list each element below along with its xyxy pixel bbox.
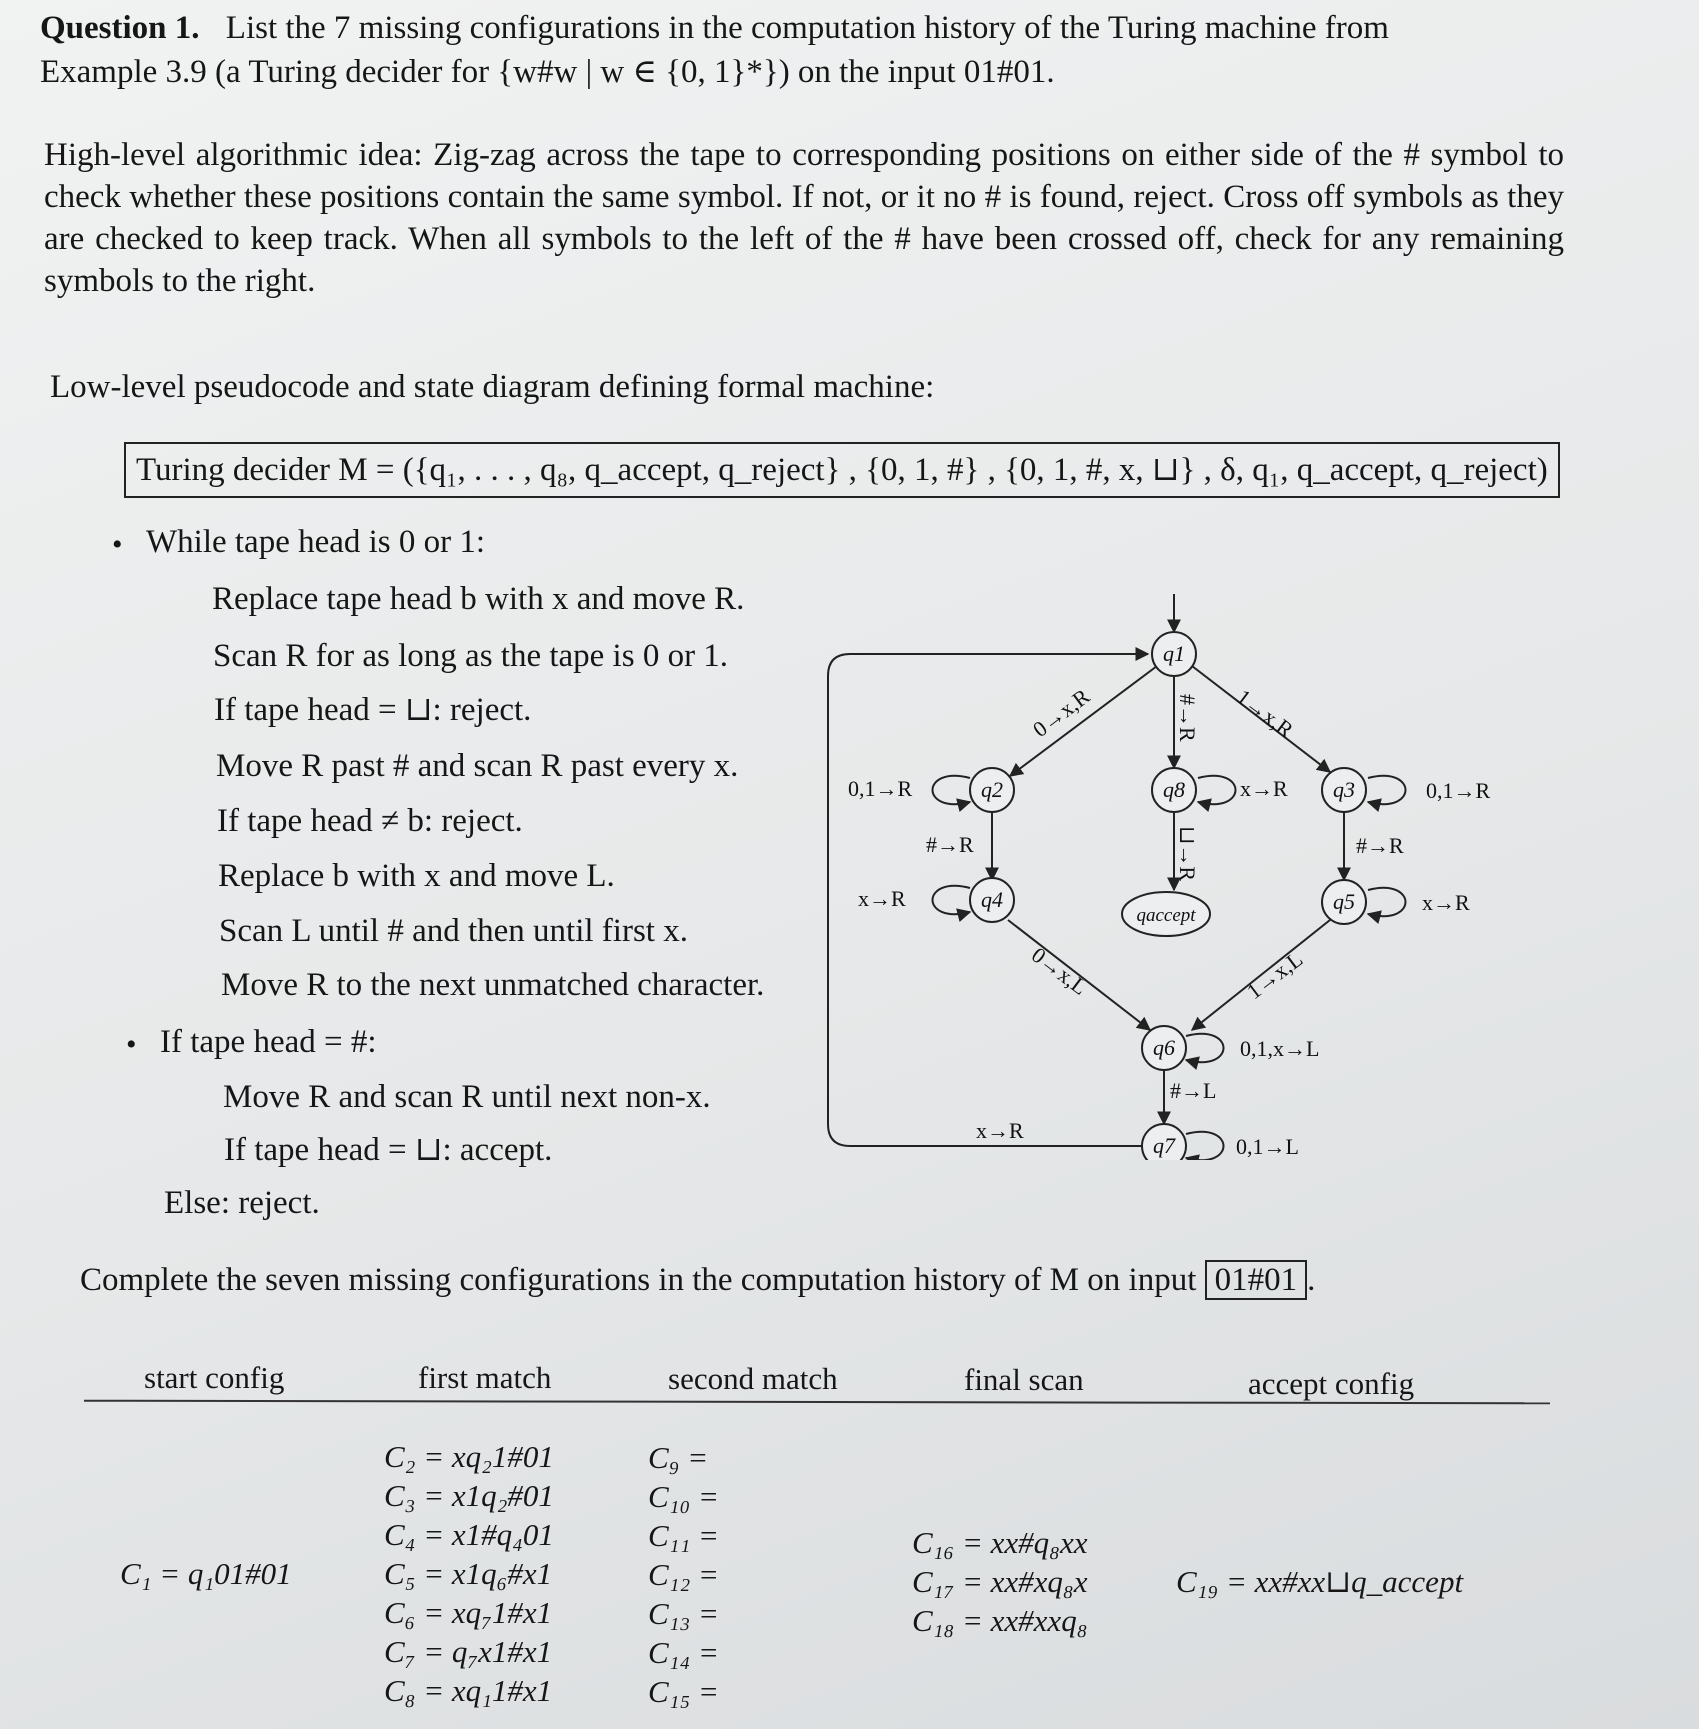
question-line-1: [40, 8, 1389, 48]
loop-q8: [1198, 776, 1236, 804]
complete-prompt-line: [80, 1260, 1315, 1300]
step-9: Move R and scan R until next non-x.: [223, 1079, 711, 1115]
step-6: Replace b with x and move L.: [218, 858, 615, 894]
cfg-accept: C₁₉ = xx#xx⊔q_accept: [1176, 1564, 1464, 1599]
step-8: Move R to the next unmatched character.: [221, 967, 765, 1003]
label-q2: q2: [981, 777, 1003, 802]
label-q5: q5: [1333, 889, 1355, 914]
label-qaccept: qaccept: [1136, 905, 1196, 926]
lowlevel-heading: Low-level pseudocode and state diagram defining formal machine:: [50, 369, 935, 405]
bullet-dot-2: •: [126, 1028, 137, 1061]
header-accept-config: accept config: [1248, 1366, 1415, 1401]
cfg-c10: C₁₀ =: [648, 1479, 719, 1514]
label-q7: q7: [1153, 1133, 1175, 1158]
loop-q2: [933, 776, 971, 804]
label-q1: q1: [1163, 641, 1185, 666]
cfg-second-match-column: [648, 1438, 719, 1711]
lbl-q1-q2: 0→x,R: [1027, 683, 1095, 742]
cfg-c18: C₁₈ = xx#xxq₈: [912, 1603, 1088, 1638]
lbl-q1-q3: 1→x,R: [1231, 684, 1299, 743]
label-q6: q6: [1153, 1035, 1175, 1060]
header-second-match: second match: [668, 1361, 838, 1396]
loop-q3: [1368, 776, 1406, 804]
prompt-period: .: [1307, 1262, 1316, 1298]
loop-q5: [1368, 888, 1406, 916]
lbl-q2-loop: 0,1→R: [848, 776, 913, 801]
else-reject: Else: reject.: [164, 1185, 320, 1221]
cfg-c2: C₂ = xq₂1#01: [384, 1439, 554, 1474]
header-final-scan: final scan: [964, 1362, 1084, 1397]
cfg-c16: C₁₆ = xx#q₈xx: [912, 1525, 1088, 1560]
bullet-dot-1: •: [112, 528, 123, 561]
label-q8: q8: [1163, 777, 1185, 802]
loop-q6: [1186, 1034, 1224, 1062]
cfg-c5: C₅ = x1q₆#x1: [384, 1556, 553, 1591]
lbl-q5-q6: 1→x,L: [1241, 946, 1308, 1004]
cfg-c3: C₃ = x1q₂#01: [384, 1478, 554, 1513]
lbl-q2-q4: #→R: [926, 832, 974, 857]
cfg-final-scan-column: [912, 1523, 1087, 1640]
step-10: If tape head = ⊔: accept.: [224, 1132, 553, 1168]
cfg-c8: C₈ = xq₁1#x1: [384, 1673, 553, 1708]
cfg-c13: C₁₃ =: [648, 1596, 719, 1631]
lbl-q6-loop: 0,1,x→L: [1240, 1036, 1320, 1061]
label-q4: q4: [981, 887, 1003, 912]
loop-q7: [1186, 1132, 1224, 1160]
step-3: If tape head = ⊔: reject.: [214, 692, 532, 728]
lbl-q3-loop: 0,1→R: [1426, 778, 1491, 803]
cfg-c17: C₁₇ = xx#xq₈x: [912, 1564, 1088, 1599]
lbl-q4-q6: 0→x,L: [1026, 942, 1093, 1000]
label-q3: q3: [1333, 777, 1355, 802]
lbl-q7-q1: x→R: [976, 1118, 1024, 1143]
cfg-start: C₁ = q₁01#01: [120, 1556, 292, 1591]
cfg-c4: C₄ = x1#q₄01: [384, 1517, 554, 1552]
question-label: Question 1.: [40, 10, 200, 46]
lbl-q8-acc: ⊔→R: [1175, 826, 1200, 882]
lbl-q7-loop: 0,1→L: [1236, 1134, 1299, 1159]
bullet-if-hash: If tape head = #:: [160, 1024, 377, 1060]
question-line-2: Example 3.9 (a Turing decider for {w#w | w ∈ {0, 1}*}) on the input 01#01.: [40, 54, 1055, 90]
cfg-first-match-column: [384, 1437, 554, 1710]
step-2: Scan R for as long as the tape is 0 or 1.: [213, 638, 729, 674]
header-start-config: start config: [144, 1360, 285, 1395]
lbl-q5-loop: x→R: [1422, 890, 1470, 915]
cfg-c12: C₁₂ =: [648, 1557, 719, 1592]
step-4: Move R past # and scan R past every x.: [216, 748, 739, 784]
lbl-q4-loop: x→R: [858, 886, 906, 911]
step-1: Replace tape head b with x and move R.: [212, 581, 745, 617]
input-box: 01#01: [1205, 1260, 1308, 1300]
decider-definition: Turing decider M = ({q₁, . . . , q₈, q_accept, q_reject} , {0, 1, #} , {0, 1, #, x, ⊔} , δ, q₁, q_accept, q_reject): [136, 452, 1548, 488]
lbl-q6-q7: #→L: [1170, 1078, 1217, 1103]
cfg-c7: C₇ = q₇x1#x1: [384, 1634, 553, 1669]
lbl-q1-q8: #→R: [1175, 694, 1200, 742]
complete-prompt: Complete the seven missing configurations in the computation history of M on input: [80, 1262, 1197, 1298]
cfg-c15: C₁₅ =: [648, 1674, 719, 1709]
cfg-c11: C₁₁ =: [648, 1518, 719, 1553]
cfg-c6: C₆ = xq₇1#x1: [384, 1595, 553, 1630]
state-diagram: [820, 590, 1520, 1160]
idea-paragraph: High-level algorithmic idea: Zig-zag across the tape to corresponding positions on either side of the # symbol to check whether these positions contain the same symbol. If not, or it no # is found, reject. Cross off symbols as they are checked to keep track. When all symbols to the left of the # have been crossed off, check for any remaining symbols to the right.: [44, 137, 1564, 299]
decider-definition-box: [124, 442, 1560, 498]
lbl-q3-q5: #→R: [1356, 833, 1404, 858]
bullet-while: While tape head is 0 or 1:: [146, 524, 486, 560]
step-7: Scan L until # and then until first x.: [219, 913, 688, 949]
step-5: If tape head ≠ b: reject.: [217, 803, 523, 839]
lbl-q8-loop: x→R: [1240, 776, 1288, 801]
cfg-c14: C₁₄ =: [648, 1635, 719, 1670]
cfg-c9: C₉ =: [648, 1440, 709, 1475]
question-text-1: List the 7 missing configurations in the computation history of the Turing machine from: [225, 10, 1389, 46]
loop-q4: [933, 886, 971, 914]
header-first-match: first match: [418, 1360, 552, 1395]
